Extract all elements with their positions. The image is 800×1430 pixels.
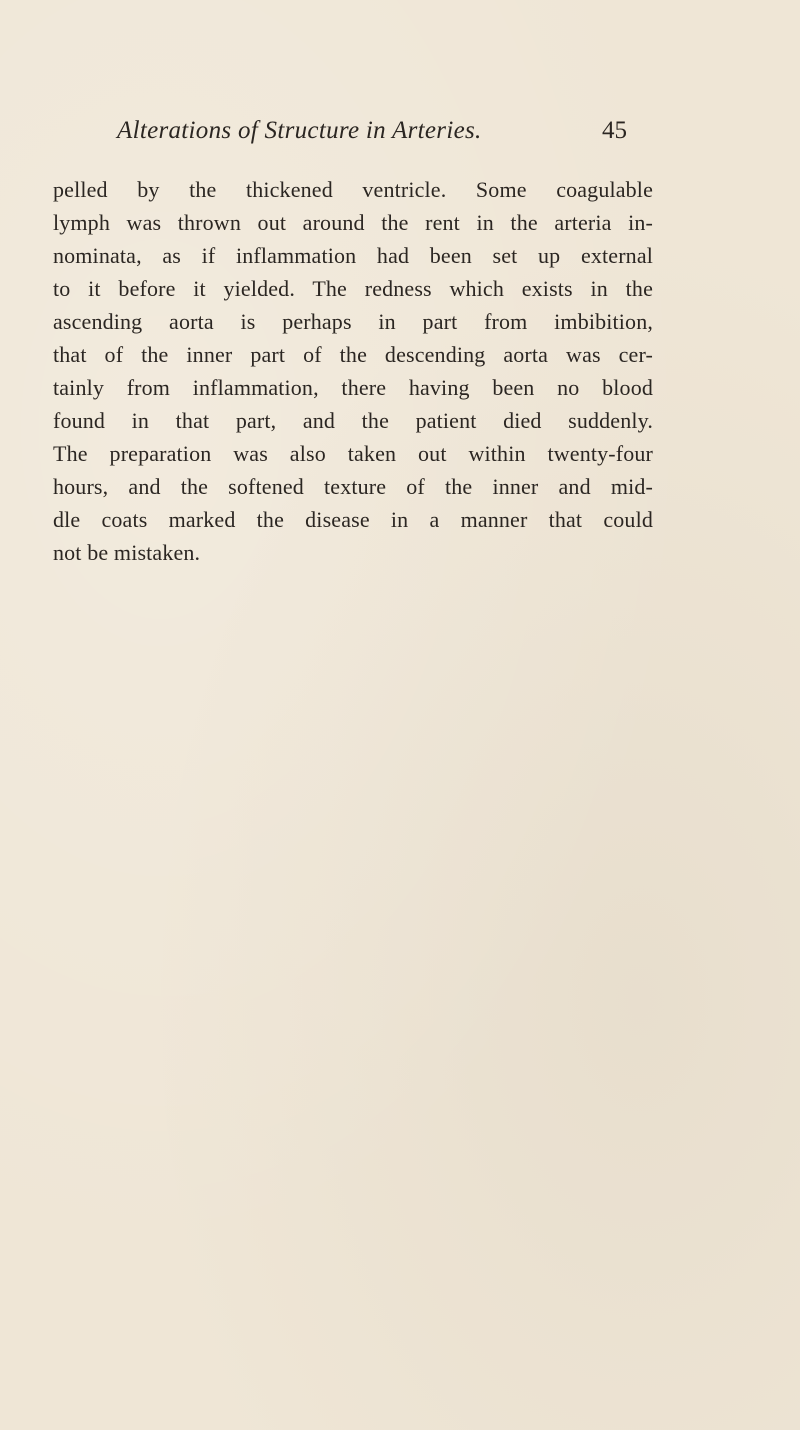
page-number: 45	[602, 117, 627, 144]
text-line: that of the inner part of the descending aorta was cer-	[53, 342, 653, 367]
text-line: not be mistaken.	[53, 540, 201, 565]
body-paragraph	[53, 173, 653, 569]
text-line: nominata, as if inflammation had been set up external	[53, 243, 653, 268]
running-head	[117, 117, 627, 157]
text-line: The preparation was also taken out within twenty-four	[53, 441, 653, 466]
running-title: Alterations of Structure in Arteries.	[117, 117, 482, 144]
text-line: to it before it yielded. The redness which exists in the	[53, 276, 653, 301]
text-line: lymph was thrown out around the rent in the arteria in-	[53, 210, 653, 235]
text-line: hours, and the softened texture of the inner and mid-	[53, 474, 653, 499]
text-line: dle coats marked the disease in a manner that could	[53, 507, 653, 532]
text-line: tainly from inflammation, there having been no blood	[53, 375, 653, 400]
text-line: found in that part, and the patient died suddenly.	[53, 408, 653, 433]
text-line: pelled by the thickened ventricle. Some coagulable	[53, 177, 653, 202]
text-line: ascending aorta is perhaps in part from imbibition,	[53, 309, 653, 334]
